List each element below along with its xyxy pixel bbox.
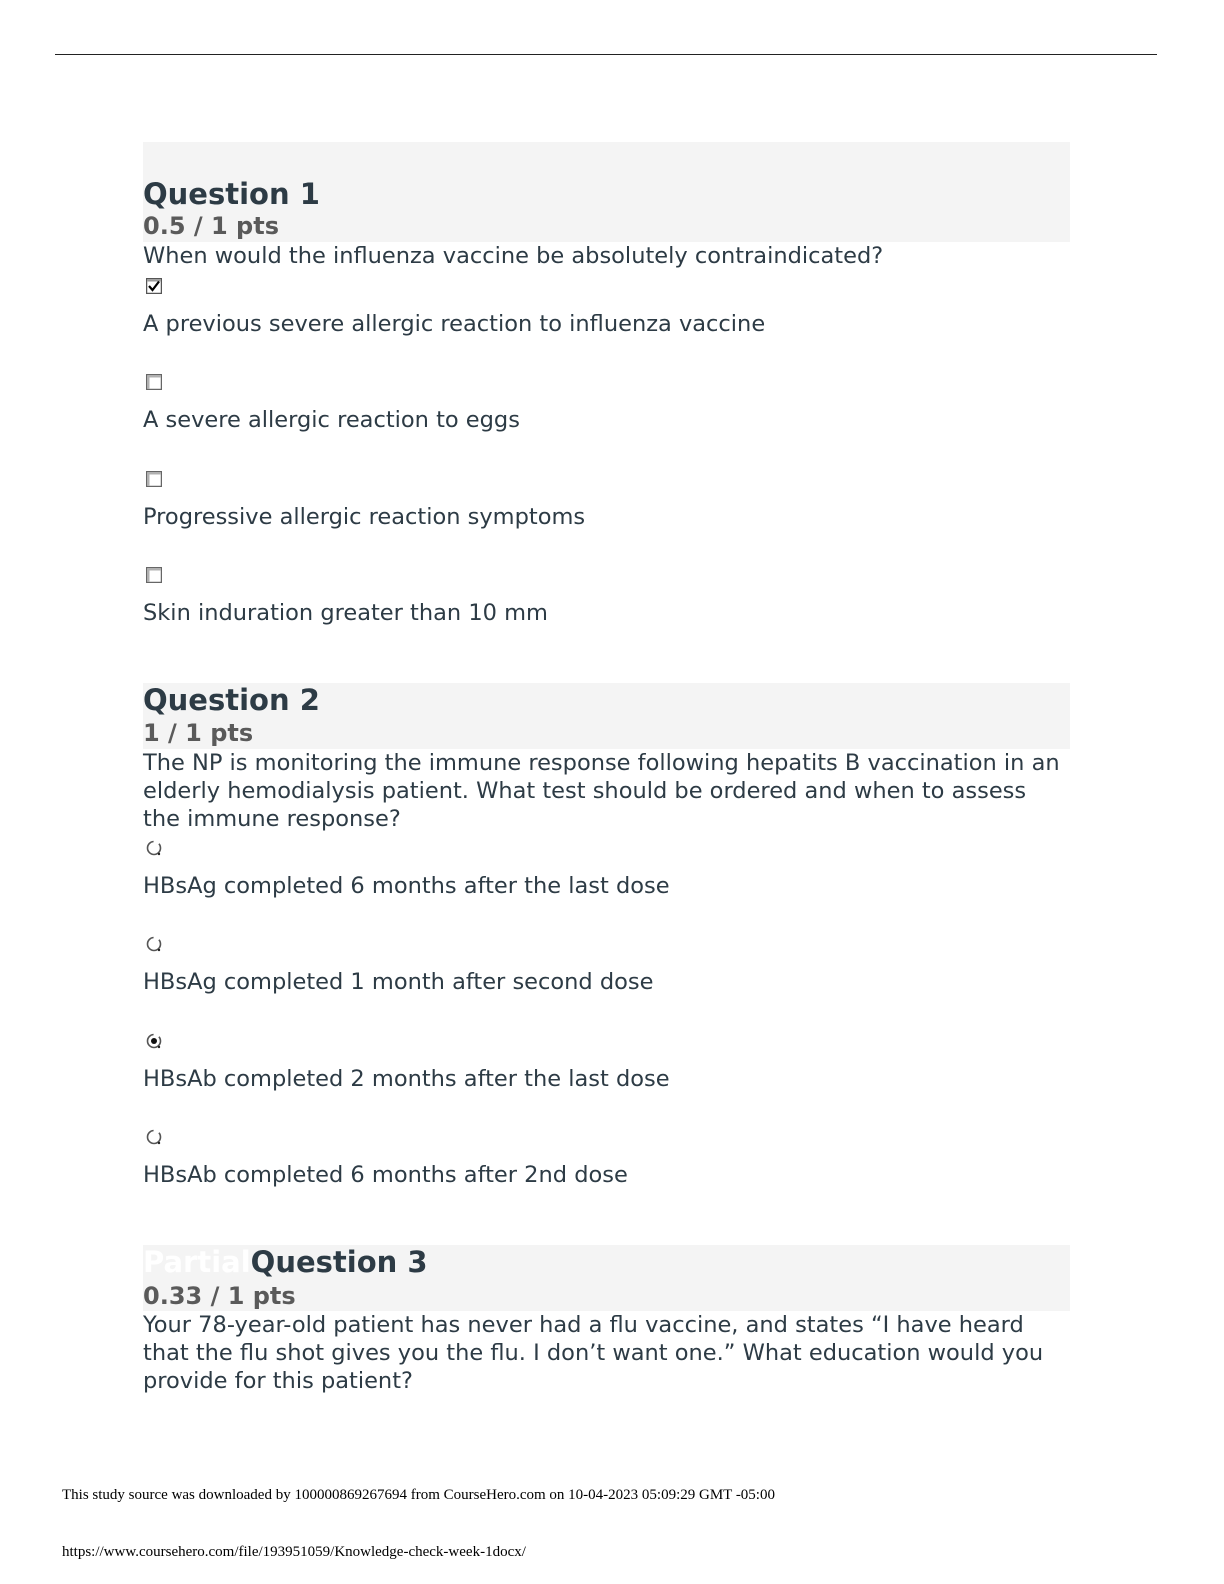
answer-label: HBsAg completed 1 month after second dose <box>143 969 654 995</box>
checkbox-checked-icon[interactable] <box>146 278 162 294</box>
checkbox-unchecked-icon[interactable] <box>146 471 162 487</box>
question-text: Your 78-year-old patient has never had a flu vaccine, and states “I have heard that the flu shot gives you the flu. I don’t want one.” What education would you provide for this patient? <box>143 1312 1044 1394</box>
answer-label: HBsAb completed 6 months after 2nd dose <box>143 1162 628 1188</box>
checkbox-unchecked-icon[interactable] <box>146 374 162 390</box>
answer-label: A severe allergic reaction to eggs <box>143 407 520 433</box>
source-download-note: This study source was downloaded by 100000869267694 from CourseHero.com on 10-04-2023 05:09:29 GMT -05:00 <box>62 1487 775 1503</box>
radio-unselected-icon[interactable] <box>146 936 162 952</box>
question-title <box>143 683 320 717</box>
question-title-text: Question 3 <box>250 1245 428 1279</box>
question-title-text: Question 2 <box>143 683 320 717</box>
radio-selected-icon[interactable] <box>146 1033 162 1049</box>
checkbox-unchecked-icon[interactable] <box>146 567 162 583</box>
answer-label: A previous severe allergic reaction to influenza vaccine <box>143 311 766 337</box>
answer-label: Skin induration greater than 10 mm <box>143 600 548 626</box>
answer-label: HBsAg completed 6 months after the last dose <box>143 873 670 899</box>
question-title <box>143 177 320 211</box>
radio-unselected-icon[interactable] <box>146 1129 162 1145</box>
top-rule <box>55 54 1157 55</box>
question-title-text: Question 1 <box>143 177 320 211</box>
question-points: 0.33 / 1 pts <box>143 1282 296 1310</box>
question-title <box>143 1245 428 1279</box>
question-text: When would the influenza vaccine be absolutely contraindicated? <box>143 243 884 269</box>
answer-label: HBsAb completed 2 months after the last dose <box>143 1066 670 1092</box>
question-points: 0.5 / 1 pts <box>143 212 279 240</box>
answer-label: Progressive allergic reaction symptoms <box>143 504 586 530</box>
source-url[interactable]: https://www.coursehero.com/file/193951059/Knowledge-check-week-1docx/ <box>62 1544 526 1560</box>
radio-unselected-icon[interactable] <box>146 840 162 856</box>
question-points: 1 / 1 pts <box>143 719 254 747</box>
partial-tag: Partial <box>143 1245 251 1279</box>
question-text: The NP is monitoring the immune response following hepatits B vaccination in an elderly hemodialysis patient. What test should be ordered and when to assess the immune response? <box>143 750 1060 832</box>
